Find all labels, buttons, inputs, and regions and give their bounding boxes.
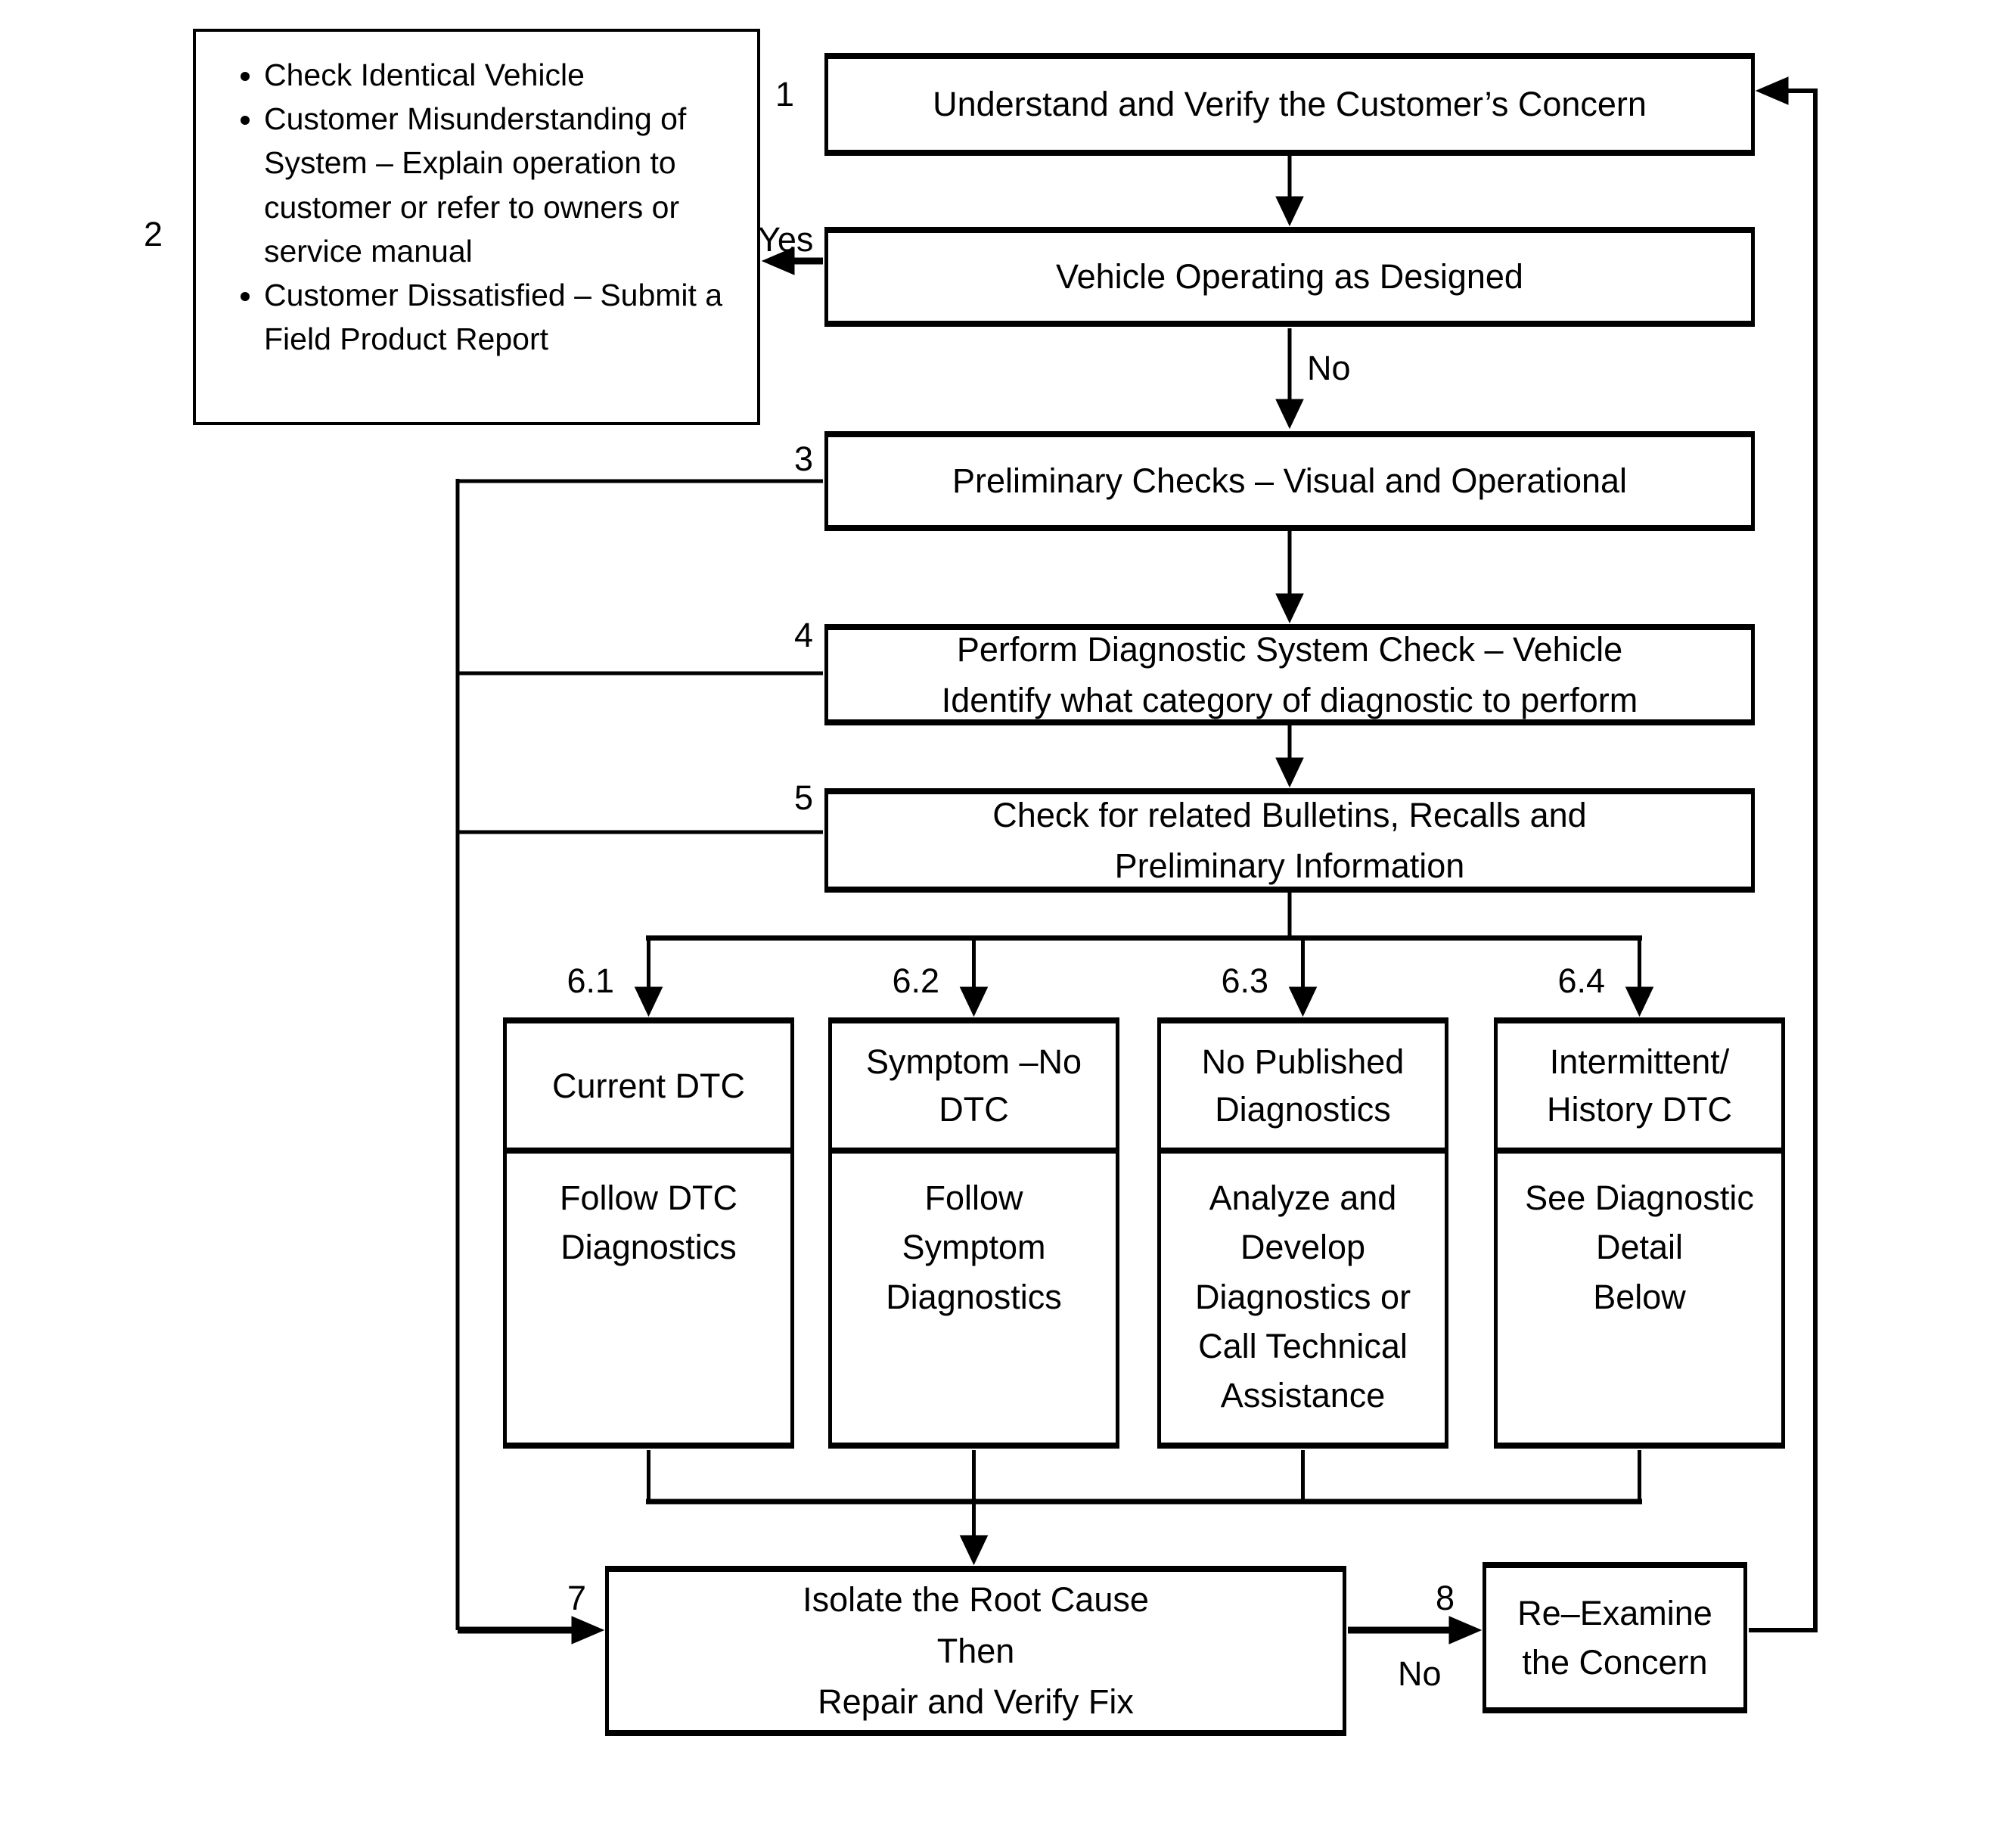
node-branch-6-4 [1494,1017,1785,1449]
branch-6-2-action-line: Diagnostics [886,1277,1062,1316]
edge-label-yes: Yes [758,220,814,259]
label-branch-6-2: 6.2 [892,961,939,1000]
node-step7-line1: Isolate the Root Cause [803,1580,1149,1620]
label-branch-6-3: 6.3 [1221,961,1268,1000]
node-branch-6-3 [1157,1017,1448,1449]
arrowhead-down [1276,197,1303,225]
label-step4: 4 [793,616,813,654]
branch-6-4-action-line: See Diagnostic [1525,1179,1754,1217]
arrowhead-down [1290,987,1317,1016]
branch-6-3-action [1161,1154,1445,1420]
arrowhead-down [1276,399,1303,428]
advisory-bullet-list [196,53,744,362]
branch-6-3-action-line: Analyze and [1209,1179,1397,1217]
advisory-bullet-item: • Customer Dissatisfied – Submit a Field Product Report [264,273,744,361]
branch-6-1-header [507,1023,790,1154]
node-step3 [824,431,1755,531]
label-step8: 8 [1436,1579,1455,1617]
node-step5-line2: Preliminary Information [1114,846,1465,885]
branch-6-2-action [832,1154,1116,1322]
branch-6-3-header-line: No Published [1201,1042,1405,1081]
node-step8-line1: Re–Examine [1517,1593,1712,1632]
arrowhead-down [961,987,988,1016]
edge-branches-to-step7 [646,1450,1642,1564]
arrowhead-down [1276,594,1303,623]
branch-6-3-action-line: Assistance [1220,1376,1386,1415]
branch-6-3-header [1161,1023,1445,1154]
edge-step4-to-step5 [1276,725,1303,787]
node-step5-line1: Check for related Bulletins, Recalls and [992,795,1587,834]
advisory-bullet-item: • Customer Misunderstanding of System – Explain operation to customer or refer to owners or service manual [264,97,744,273]
edge-no-to-step3 [1276,328,1303,428]
node-branch-6-1 [503,1017,794,1449]
node-branch-6-2 [828,1017,1119,1449]
branch-6-1-action-line: Follow DTC [559,1179,738,1217]
label-step2: 2 [143,215,163,253]
node-step8-line2: the Concern [1522,1643,1708,1682]
edge-step3-to-step4 [1276,531,1303,623]
node-vehicle-operating-text: Vehicle Operating as Designed [1056,257,1523,297]
edge-label-no-bottom: No [1398,1654,1442,1693]
node-step1-text: Understand and Verify the Customer’s Concern [933,85,1647,124]
arrowhead-down [1276,758,1303,787]
branch-6-4-action [1498,1154,1781,1322]
branch-6-2-action-line: Follow [924,1179,1023,1217]
node-step5 [824,788,1755,893]
node-step7-line2: Then [936,1631,1015,1670]
branch-6-3-action-line: Diagnostics or [1194,1277,1411,1316]
branch-6-1-action-line: Diagnostics [560,1228,737,1267]
label-step5: 5 [793,778,813,817]
node-step8 [1483,1562,1747,1713]
branch-6-4-header [1498,1023,1781,1154]
node-step4 [824,624,1755,725]
label-branch-6-1: 6.1 [567,961,614,1000]
node-step7-line3: Repair and Verify Fix [818,1682,1134,1722]
arrowhead-right [572,1617,604,1644]
branch-6-2-action-line: Symptom [902,1228,1046,1267]
edge-step5-to-branches [635,893,1653,1016]
branch-6-2-header-line: Symptom –No [865,1042,1082,1081]
branch-6-1-action [507,1154,790,1272]
label-step1: 1 [775,75,794,113]
advisory-bullet-item: • Check Identical Vehicle [264,53,744,97]
branch-6-3-action-line: Develop [1240,1228,1366,1267]
edge-step7-to-step8 [1348,1617,1481,1644]
label-step7: 7 [567,1579,586,1617]
branch-6-2-header [832,1023,1116,1154]
arrowhead-down [1626,987,1653,1016]
branch-6-1-header-line: Current DTC [551,1066,746,1105]
label-step3: 3 [793,439,813,478]
arrowhead-right [1449,1617,1481,1644]
edge-step1-to-vehicle [1276,156,1303,225]
branch-6-3-header-line: Diagnostics [1215,1090,1391,1129]
branch-6-3-action-line: Call Technical [1198,1326,1408,1365]
branch-6-4-header-line: Intermittent/ [1549,1042,1730,1081]
label-branch-6-4: 6.4 [1557,961,1605,1000]
branch-6-2-header-line: DTC [939,1090,1009,1129]
node-advisory-box [193,29,760,425]
node-vehicle-operating [824,227,1755,327]
node-step4-line2: Identify what category of diagnostic to perform [941,681,1638,719]
edge-label-no-top: No [1307,349,1351,387]
branch-6-4-action-line: Below [1593,1277,1686,1316]
node-step7 [605,1566,1346,1736]
node-step1 [824,53,1755,156]
branch-6-4-header-line: History DTC [1547,1090,1732,1129]
node-step4-line1: Perform Diagnostic System Check – Vehicle [956,629,1623,669]
branch-6-4-action-line: Detail [1595,1228,1684,1267]
arrowhead-down [961,1536,988,1564]
node-step3-text: Preliminary Checks – Visual and Operational [952,461,1628,501]
arrowhead-left [1756,77,1788,104]
arrowhead-down [635,987,663,1016]
